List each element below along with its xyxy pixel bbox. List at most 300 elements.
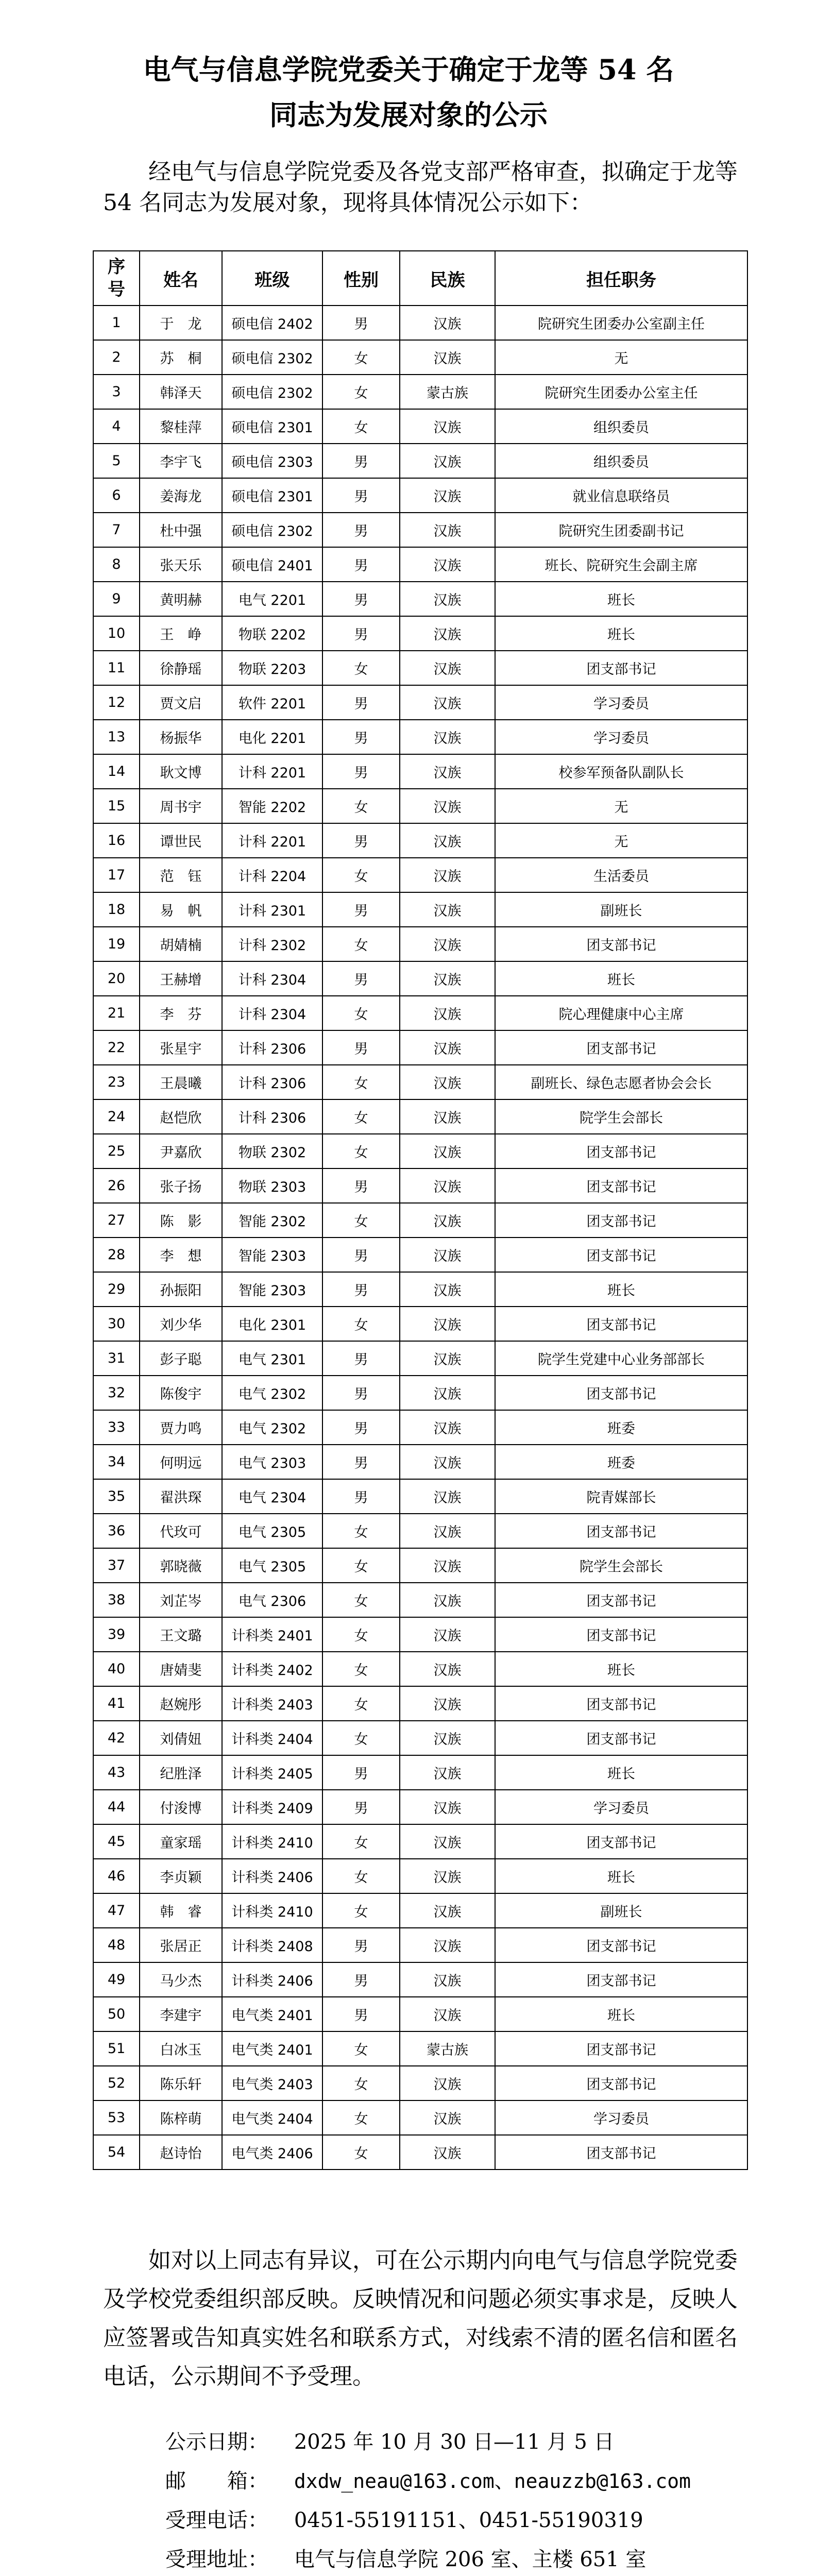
cell-gender: 女: [322, 1721, 400, 1755]
cell-no: 42: [93, 1721, 140, 1755]
cell-ethnicity: 汉族: [400, 927, 495, 961]
intro-paragraph: [103, 157, 773, 218]
cell-name: 韩泽天: [140, 375, 222, 409]
cell-ethnicity: 汉族: [400, 1099, 495, 1134]
period-value: 2025 年 10 月 30 日—11 月 5 日: [294, 2430, 615, 2454]
cell-name: 翟洪琛: [140, 1479, 222, 1514]
cell-name: 徐静瑶: [140, 651, 222, 685]
table-row: [93, 1893, 747, 1928]
table-row: [93, 1238, 747, 1272]
cell-no: 15: [93, 789, 140, 823]
cell-no: 53: [93, 2100, 140, 2135]
cell-position: 班委: [495, 1445, 747, 1479]
cell-gender: 女: [322, 1203, 400, 1238]
cell-ethnicity: 汉族: [400, 306, 495, 340]
table-row: [93, 306, 747, 340]
cell-gender: 女: [322, 2031, 400, 2066]
cell-ethnicity: 汉族: [400, 2066, 495, 2100]
cell-class: 计科 2306: [222, 1065, 322, 1099]
cell-ethnicity: 汉族: [400, 1238, 495, 1272]
cell-class: 计科 2204: [222, 858, 322, 892]
cell-class: 电气 2303: [222, 1445, 322, 1479]
cell-class: 电化 2301: [222, 1307, 322, 1341]
cell-no: 35: [93, 1479, 140, 1514]
table-header-row: [93, 251, 747, 306]
cell-ethnicity: 蒙古族: [400, 2031, 495, 2066]
cell-class: 计科 2306: [222, 1030, 322, 1065]
cell-ethnicity: 汉族: [400, 1824, 495, 1859]
cell-gender: 男: [322, 1410, 400, 1445]
cell-ethnicity: 汉族: [400, 1445, 495, 1479]
cell-ethnicity: 汉族: [400, 754, 495, 789]
table-row: [93, 1410, 747, 1445]
cell-class: 电气类 2403: [222, 2066, 322, 2100]
cell-position: 院学生会部长: [495, 1099, 747, 1134]
cell-position: 无: [495, 789, 747, 823]
cell-no: 26: [93, 1168, 140, 1203]
cell-gender: 女: [322, 1686, 400, 1721]
cell-gender: 女: [322, 2135, 400, 2170]
cell-name: 童家瑶: [140, 1824, 222, 1859]
cell-name: 黄明赫: [140, 582, 222, 616]
table-row: [93, 1168, 747, 1203]
cell-class: 智能 2303: [222, 1238, 322, 1272]
table-row: [93, 2066, 747, 2100]
cell-position: 生活委员: [495, 858, 747, 892]
table-row: [93, 1479, 747, 1514]
cell-position: 团支部书记: [495, 1686, 747, 1721]
table-row: [93, 1928, 747, 1962]
cell-class: 计科类 2408: [222, 1928, 322, 1962]
cell-gender: 男: [322, 513, 400, 547]
cell-position: 团支部书记: [495, 1962, 747, 1997]
cell-ethnicity: 汉族: [400, 892, 495, 927]
cell-gender: 男: [322, 1479, 400, 1514]
cell-ethnicity: 汉族: [400, 996, 495, 1030]
cell-position: 院青媒部长: [495, 1479, 747, 1514]
cell-gender: 女: [322, 1893, 400, 1928]
cell-class: 计科类 2405: [222, 1755, 322, 1790]
cell-gender: 女: [322, 789, 400, 823]
cell-position: 院研究生团委副书记: [495, 513, 747, 547]
cell-ethnicity: 蒙古族: [400, 375, 495, 409]
cell-position: 就业信息联络员: [495, 478, 747, 513]
table-row: [93, 927, 747, 961]
cell-no: 20: [93, 961, 140, 996]
cell-no: 44: [93, 1790, 140, 1824]
table-row: [93, 823, 747, 858]
period-label: 公示日期：: [165, 2430, 268, 2454]
cell-no: 4: [93, 409, 140, 444]
cell-position: 班长: [495, 616, 747, 651]
cell-name: 陈梓萌: [140, 2100, 222, 2135]
cell-gender: 男: [322, 823, 400, 858]
cell-position: 班长: [495, 1652, 747, 1686]
cell-ethnicity: 汉族: [400, 513, 495, 547]
cell-gender: 女: [322, 1859, 400, 1893]
cell-gender: 男: [322, 306, 400, 340]
cell-ethnicity: 汉族: [400, 1583, 495, 1617]
cell-ethnicity: 汉族: [400, 409, 495, 444]
cell-name: 唐婧斐: [140, 1652, 222, 1686]
cell-class: 电气 2304: [222, 1479, 322, 1514]
cell-position: 班长: [495, 1272, 747, 1307]
cell-no: 8: [93, 547, 140, 582]
table-row: [93, 1341, 747, 1376]
cell-ethnicity: 汉族: [400, 1341, 495, 1376]
cell-class: 智能 2202: [222, 789, 322, 823]
cell-no: 3: [93, 375, 140, 409]
cell-name: 王赫增: [140, 961, 222, 996]
cell-ethnicity: 汉族: [400, 651, 495, 685]
cell-position: 班长: [495, 1997, 747, 2031]
cell-position: 团支部书记: [495, 1583, 747, 1617]
cell-gender: 女: [322, 375, 400, 409]
cell-position: 团支部书记: [495, 1307, 747, 1341]
cell-no: 7: [93, 513, 140, 547]
cell-class: 物联 2203: [222, 651, 322, 685]
table-row: [93, 685, 747, 720]
table-row: [93, 444, 747, 478]
table-row: [93, 1790, 747, 1824]
cell-gender: 女: [322, 1099, 400, 1134]
cell-no: 43: [93, 1755, 140, 1790]
cell-gender: 女: [322, 1583, 400, 1617]
cell-no: 34: [93, 1445, 140, 1479]
cell-position: 团支部书记: [495, 927, 747, 961]
cell-no: 23: [93, 1065, 140, 1099]
cell-ethnicity: 汉族: [400, 1134, 495, 1168]
table-body: [93, 306, 747, 2170]
cell-name: 赵恺欣: [140, 1099, 222, 1134]
cell-name: 王晨曦: [140, 1065, 222, 1099]
cell-ethnicity: 汉族: [400, 1307, 495, 1341]
cell-class: 硕电信 2303: [222, 444, 322, 478]
cell-gender: 男: [322, 444, 400, 478]
cell-position: 无: [495, 823, 747, 858]
cell-class: 硕电信 2302: [222, 513, 322, 547]
cell-ethnicity: 汉族: [400, 1790, 495, 1824]
cell-ethnicity: 汉族: [400, 1652, 495, 1686]
cell-no: 11: [93, 651, 140, 685]
cell-class: 电气 2302: [222, 1410, 322, 1445]
table-row: [93, 858, 747, 892]
cell-name: 杨振华: [140, 720, 222, 754]
header-no-line2: 号: [108, 279, 125, 300]
phone-label: 受理电话：: [165, 2509, 268, 2532]
cell-ethnicity: 汉族: [400, 1168, 495, 1203]
table-row: [93, 720, 747, 754]
cell-name: 陈俊宇: [140, 1376, 222, 1410]
cell-name: 周书宇: [140, 789, 222, 823]
cell-name: 易 帆: [140, 892, 222, 927]
cell-position: 团支部书记: [495, 1824, 747, 1859]
cell-position: 班长: [495, 582, 747, 616]
cell-class: 计科类 2404: [222, 1721, 322, 1755]
table-row: [93, 1514, 747, 1548]
table-row: [93, 1445, 747, 1479]
table-row: [93, 961, 747, 996]
cell-gender: 男: [322, 547, 400, 582]
cell-no: 18: [93, 892, 140, 927]
cell-gender: 男: [322, 1928, 400, 1962]
cell-class: 电气类 2406: [222, 2135, 322, 2170]
cell-gender: 男: [322, 1376, 400, 1410]
table-row: [93, 2135, 747, 2170]
table-row: [93, 651, 747, 685]
cell-class: 计科 2306: [222, 1099, 322, 1134]
candidate-table: [93, 250, 748, 2170]
cell-no: 49: [93, 1962, 140, 1997]
cell-name: 张天乐: [140, 547, 222, 582]
cell-position: 团支部书记: [495, 1168, 747, 1203]
cell-gender: 男: [322, 1997, 400, 2031]
cell-no: 51: [93, 2031, 140, 2066]
cell-gender: 女: [322, 2066, 400, 2100]
cell-gender: 男: [322, 1790, 400, 1824]
cell-position: 团支部书记: [495, 2135, 747, 2170]
email-label: 邮 箱：: [165, 2469, 268, 2493]
cell-ethnicity: 汉族: [400, 1479, 495, 1514]
table-row: [93, 1099, 747, 1134]
cell-ethnicity: 汉族: [400, 1859, 495, 1893]
cell-gender: 女: [322, 858, 400, 892]
table-row: [93, 1272, 747, 1307]
cell-no: 52: [93, 2066, 140, 2100]
table-row: [93, 1203, 747, 1238]
cell-position: 团支部书记: [495, 1617, 747, 1652]
table-row: [93, 1721, 747, 1755]
page-title-line2: 同志为发展对象的公示: [269, 98, 548, 131]
cell-position: 院研究生团委办公室主任: [495, 375, 747, 409]
cell-gender: 男: [322, 582, 400, 616]
table-row: [93, 1997, 747, 2031]
cell-ethnicity: 汉族: [400, 1962, 495, 1997]
cell-class: 计科 2301: [222, 892, 322, 927]
cell-position: 团支部书记: [495, 1134, 747, 1168]
cell-class: 电气类 2401: [222, 1997, 322, 2031]
cell-name: 马少杰: [140, 1962, 222, 1997]
cell-position: 班长: [495, 961, 747, 996]
cell-no: 32: [93, 1376, 140, 1410]
table-row: [93, 375, 747, 409]
intro-line-1: 经电气与信息学院党委及各党支部严格审查，拟确定于龙等: [148, 159, 738, 185]
notice-line-3: 应签署或告知真实姓名和联系方式，对线索不清的匿名信和匿名: [103, 2325, 738, 2351]
cell-gender: 女: [322, 996, 400, 1030]
notice-line-1: 如对以上同志有异议，可在公示期内向电气与信息学院党委: [148, 2247, 738, 2274]
table-row: [93, 1617, 747, 1652]
table-row: [93, 1376, 747, 1410]
cell-no: 54: [93, 2135, 140, 2170]
cell-ethnicity: 汉族: [400, 1893, 495, 1928]
table-row: [93, 754, 747, 789]
cell-class: 计科类 2410: [222, 1824, 322, 1859]
header-class: 班级: [222, 251, 322, 306]
cell-position: 班长: [495, 1859, 747, 1893]
cell-ethnicity: 汉族: [400, 444, 495, 478]
cell-gender: 女: [322, 1617, 400, 1652]
cell-position: 校参军预备队副队长: [495, 754, 747, 789]
cell-gender: 女: [322, 1065, 400, 1099]
cell-no: 6: [93, 478, 140, 513]
cell-class: 电气类 2401: [222, 2031, 322, 2066]
table-row: [93, 1755, 747, 1790]
header-position: 担任职务: [495, 251, 747, 306]
cell-ethnicity: 汉族: [400, 1376, 495, 1410]
cell-ethnicity: 汉族: [400, 858, 495, 892]
cell-no: 28: [93, 1238, 140, 1272]
cell-class: 计科类 2410: [222, 1893, 322, 1928]
cell-name: 苏 桐: [140, 340, 222, 375]
cell-class: 计科类 2402: [222, 1652, 322, 1686]
cell-class: 计科类 2403: [222, 1686, 322, 1721]
table-row: [93, 478, 747, 513]
cell-name: 付浚博: [140, 1790, 222, 1824]
cell-no: 36: [93, 1514, 140, 1548]
cell-ethnicity: 汉族: [400, 1065, 495, 1099]
cell-position: 团支部书记: [495, 1030, 747, 1065]
cell-ethnicity: 汉族: [400, 1617, 495, 1652]
cell-no: 47: [93, 1893, 140, 1928]
table-row: [93, 1824, 747, 1859]
cell-class: 电气 2302: [222, 1376, 322, 1410]
cell-class: 电气 2305: [222, 1548, 322, 1583]
cell-name: 刘芷岑: [140, 1583, 222, 1617]
email-value: dxdw_neau@163.com、neauzzb@163.com: [294, 2470, 691, 2493]
cell-gender: 男: [322, 1238, 400, 1272]
cell-no: 29: [93, 1272, 140, 1307]
cell-position: 副班长、绿色志愿者协会会长: [495, 1065, 747, 1099]
cell-ethnicity: 汉族: [400, 720, 495, 754]
cell-name: 刘少华: [140, 1307, 222, 1341]
cell-no: 22: [93, 1030, 140, 1065]
cell-gender: 女: [322, 340, 400, 375]
cell-gender: 男: [322, 616, 400, 651]
cell-no: 50: [93, 1997, 140, 2031]
cell-ethnicity: 汉族: [400, 340, 495, 375]
table-row: [93, 1065, 747, 1099]
cell-gender: 女: [322, 1652, 400, 1686]
notice-line-2: 及学校党委组织部反映。反映情况和问题必须实事求是，反映人: [103, 2286, 738, 2312]
cell-no: 27: [93, 1203, 140, 1238]
cell-class: 计科 2201: [222, 754, 322, 789]
cell-ethnicity: 汉族: [400, 582, 495, 616]
cell-ethnicity: 汉族: [400, 616, 495, 651]
header-name: 姓名: [140, 251, 222, 306]
cell-gender: 男: [322, 1755, 400, 1790]
cell-position: 副班长: [495, 892, 747, 927]
cell-class: 电气类 2404: [222, 2100, 322, 2135]
cell-gender: 男: [322, 754, 400, 789]
cell-name: 陈 影: [140, 1203, 222, 1238]
cell-class: 硕电信 2401: [222, 547, 322, 582]
table-row: [93, 1686, 747, 1721]
table-row: [93, 1134, 747, 1168]
cell-position: 副班长: [495, 1893, 747, 1928]
cell-ethnicity: 汉族: [400, 1548, 495, 1583]
cell-name: 姜海龙: [140, 478, 222, 513]
cell-gender: 男: [322, 685, 400, 720]
cell-ethnicity: 汉族: [400, 547, 495, 582]
phone-value: 0451-55191151、0451-55190319: [294, 2509, 643, 2532]
table-row: [93, 1962, 747, 1997]
cell-class: 计科类 2406: [222, 1962, 322, 1997]
cell-no: 45: [93, 1824, 140, 1859]
cell-name: 李宇飞: [140, 444, 222, 478]
cell-ethnicity: 汉族: [400, 1410, 495, 1445]
cell-name: 赵诗怡: [140, 2135, 222, 2170]
cell-name: 谭世民: [140, 823, 222, 858]
cell-position: 无: [495, 340, 747, 375]
cell-position: 组织委员: [495, 444, 747, 478]
cell-position: 团支部书记: [495, 1721, 747, 1755]
cell-name: 黎桂萍: [140, 409, 222, 444]
cell-gender: 男: [322, 478, 400, 513]
cell-gender: 女: [322, 1548, 400, 1583]
cell-ethnicity: 汉族: [400, 2135, 495, 2170]
cell-name: 王 峥: [140, 616, 222, 651]
cell-name: 孙振阳: [140, 1272, 222, 1307]
cell-no: 13: [93, 720, 140, 754]
cell-position: 团支部书记: [495, 2031, 747, 2066]
cell-class: 电气 2305: [222, 1514, 322, 1548]
cell-gender: 男: [322, 1341, 400, 1376]
cell-no: 10: [93, 616, 140, 651]
cell-no: 1: [93, 306, 140, 340]
cell-name: 代玫可: [140, 1514, 222, 1548]
cell-no: 17: [93, 858, 140, 892]
cell-name: 彭子聪: [140, 1341, 222, 1376]
cell-no: 40: [93, 1652, 140, 1686]
cell-name: 贾文启: [140, 685, 222, 720]
cell-class: 物联 2202: [222, 616, 322, 651]
cell-ethnicity: 汉族: [400, 1686, 495, 1721]
table-row: [93, 1548, 747, 1583]
cell-class: 硕电信 2301: [222, 478, 322, 513]
cell-class: 电气 2306: [222, 1583, 322, 1617]
cell-name: 何明远: [140, 1445, 222, 1479]
cell-gender: 女: [322, 651, 400, 685]
cell-gender: 男: [322, 1962, 400, 1997]
cell-name: 贾力鸣: [140, 1410, 222, 1445]
cell-class: 电化 2201: [222, 720, 322, 754]
cell-gender: 男: [322, 720, 400, 754]
cell-position: 学习委员: [495, 685, 747, 720]
cell-name: 李建宇: [140, 1997, 222, 2031]
table-row: [93, 1859, 747, 1893]
cell-position: 团支部书记: [495, 2066, 747, 2100]
table-row: [93, 513, 747, 547]
cell-position: 团支部书记: [495, 1376, 747, 1410]
table-row: [93, 2031, 747, 2066]
header-ethnicity: 民族: [400, 251, 495, 306]
table-row: [93, 547, 747, 582]
cell-position: 学习委员: [495, 1790, 747, 1824]
cell-name: 李贞颖: [140, 1859, 222, 1893]
cell-no: 16: [93, 823, 140, 858]
table-row: [93, 892, 747, 927]
cell-ethnicity: 汉族: [400, 478, 495, 513]
cell-no: 48: [93, 1928, 140, 1962]
cell-ethnicity: 汉族: [400, 789, 495, 823]
cell-name: 尹嘉欣: [140, 1134, 222, 1168]
cell-class: 计科类 2401: [222, 1617, 322, 1652]
cell-name: 张子扬: [140, 1168, 222, 1203]
cell-class: 物联 2302: [222, 1134, 322, 1168]
cell-position: 班委: [495, 1410, 747, 1445]
table-row: [93, 1030, 747, 1065]
cell-position: 学习委员: [495, 2100, 747, 2135]
